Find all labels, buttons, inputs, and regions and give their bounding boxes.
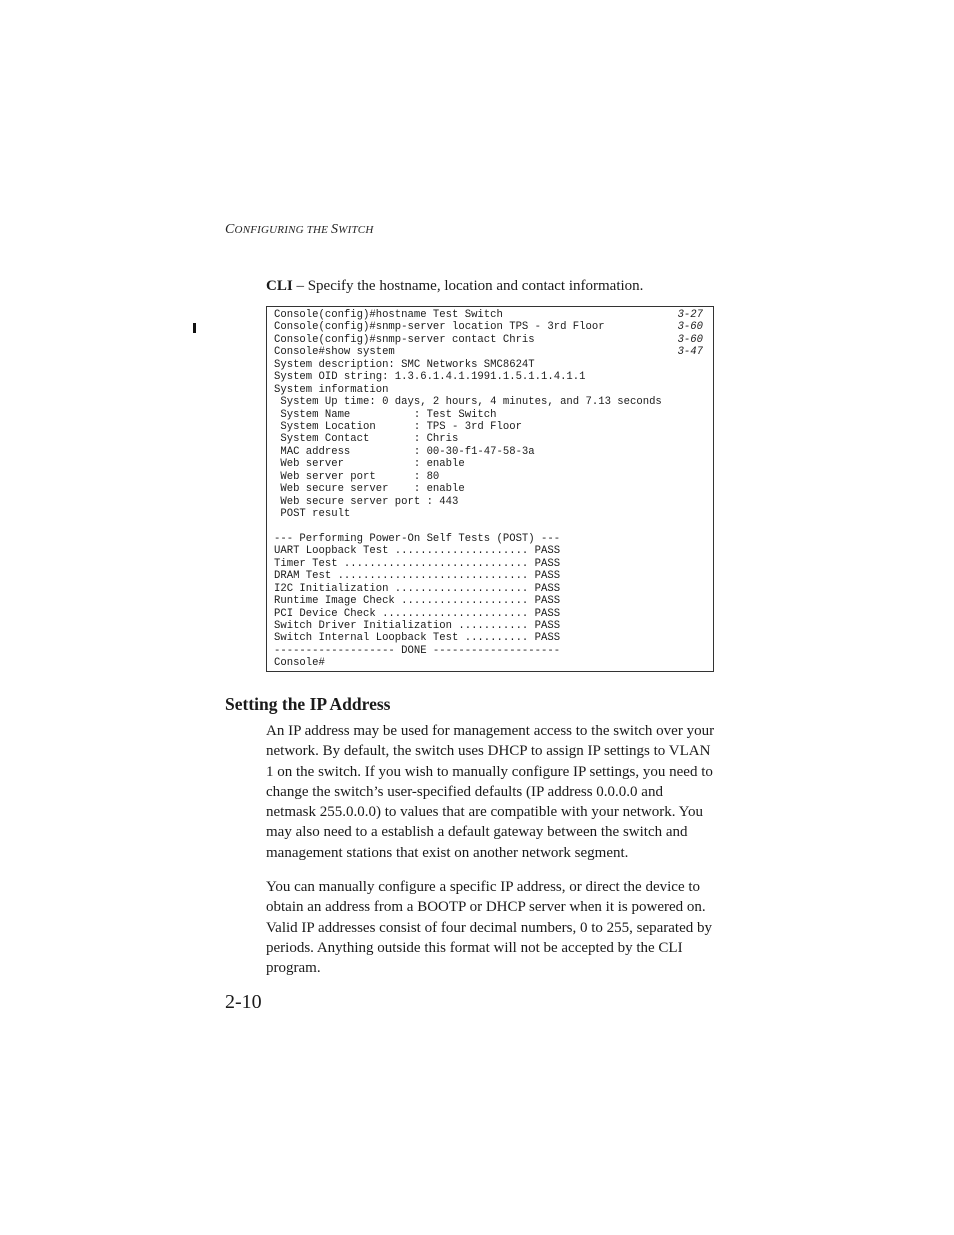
code-line: Console#show system bbox=[274, 346, 395, 359]
code-line: Console# bbox=[274, 657, 325, 670]
code-line: System information bbox=[274, 383, 389, 396]
code-line: System Name : Test Switch bbox=[274, 408, 497, 421]
command-reference-column bbox=[678, 309, 703, 359]
code-line: ------------------- DONE -------------------- bbox=[274, 644, 561, 657]
running-header bbox=[225, 222, 373, 238]
command-page-reference: 3-27 bbox=[677, 309, 703, 321]
code-line: Timer Test ............................. PASS bbox=[274, 557, 561, 570]
change-bar bbox=[193, 323, 196, 333]
code-line: --- Performing Power-On Self Tests (POST) --- bbox=[274, 532, 561, 545]
code-line: Runtime Image Check .................... PASS bbox=[274, 595, 561, 608]
running-header-text: WITCH bbox=[338, 224, 374, 236]
code-line: Web secure server port : 443 bbox=[274, 495, 459, 508]
code-line: I2C Initialization ..................... PASS bbox=[274, 582, 561, 595]
code-line: Switch Internal Loopback Test .......... PASS bbox=[274, 632, 561, 645]
intro-line bbox=[266, 276, 726, 296]
running-header-text: ONFIGURING THE bbox=[234, 224, 332, 236]
body-paragraph-2: You can manually configure a specific IP address, or direct the device to obtain an address from a BOOTP or DHCP server when it is powered on. Valid IP addresses consist of four decimal numbers, 0 to 255, separated by periods. Anything outside this format will not be accepted by the CLI program. bbox=[266, 879, 713, 977]
command-page-reference: 3-47 bbox=[677, 346, 703, 359]
intro-text: – Specify the hostname, location and contact information. bbox=[292, 278, 644, 294]
code-lines bbox=[274, 309, 662, 670]
code-line: System Location : TPS - 3rd Floor bbox=[274, 420, 522, 433]
body-paragraph-1: An IP address may be used for management access to the switch over your network. By default, the switch uses DHCP to assign IP settings to VLAN 1 on the switch. If you wish to manually configure IP settings, you need to change the switch’s user-specified defaults (IP address 0.0.0.0 and netmask 255.0.0.0) to values that are compatible with your network. You may also need to a establish a default gateway between the switch and management stations that exist on another network segment. bbox=[266, 723, 715, 861]
intro-bold-label: CLI bbox=[266, 278, 293, 294]
code-line: PCI Device Check ....................... PASS bbox=[274, 607, 561, 620]
code-line: System Contact : Chris bbox=[274, 433, 459, 446]
code-line: UART Loopback Test ..................... PASS bbox=[274, 545, 561, 558]
section-heading: Setting the IP Address bbox=[225, 694, 391, 714]
code-line: Console(config)#snmp-server location TPS - 3rd Floor bbox=[274, 321, 605, 334]
code-line: Switch Driver Initialization ........... PASS bbox=[274, 619, 561, 632]
code-line: System OID string: 1.3.6.1.4.1.1991.1.5.1.1.4.1.1 bbox=[274, 371, 586, 384]
code-line bbox=[274, 520, 662, 532]
code-line: Console(config)#snmp-server contact Chris bbox=[274, 333, 535, 346]
command-page-reference: 3-60 bbox=[677, 321, 703, 334]
code-line: Console(config)#hostname Test Switch bbox=[274, 309, 503, 321]
page-number: 2-10 bbox=[225, 991, 262, 1013]
code-line: Web server port : 80 bbox=[274, 470, 440, 483]
code-line: Web server : enable bbox=[274, 458, 465, 471]
code-line: MAC address : 00-30-f1-47-58-3a bbox=[274, 445, 535, 458]
code-line: DRAM Test .............................. PASS bbox=[274, 570, 561, 583]
code-line: System description: SMC Networks SMC8624T bbox=[274, 358, 535, 371]
code-line: POST result bbox=[274, 508, 351, 520]
command-page-reference: 3-60 bbox=[677, 333, 703, 346]
running-header-initial: C bbox=[225, 222, 235, 237]
code-example-box bbox=[266, 306, 714, 672]
code-line: System Up time: 0 days, 2 hours, 4 minutes, and 7.13 seconds bbox=[274, 396, 662, 409]
code-line: Web secure server : enable bbox=[274, 483, 465, 496]
running-header-initial: S bbox=[331, 222, 339, 237]
